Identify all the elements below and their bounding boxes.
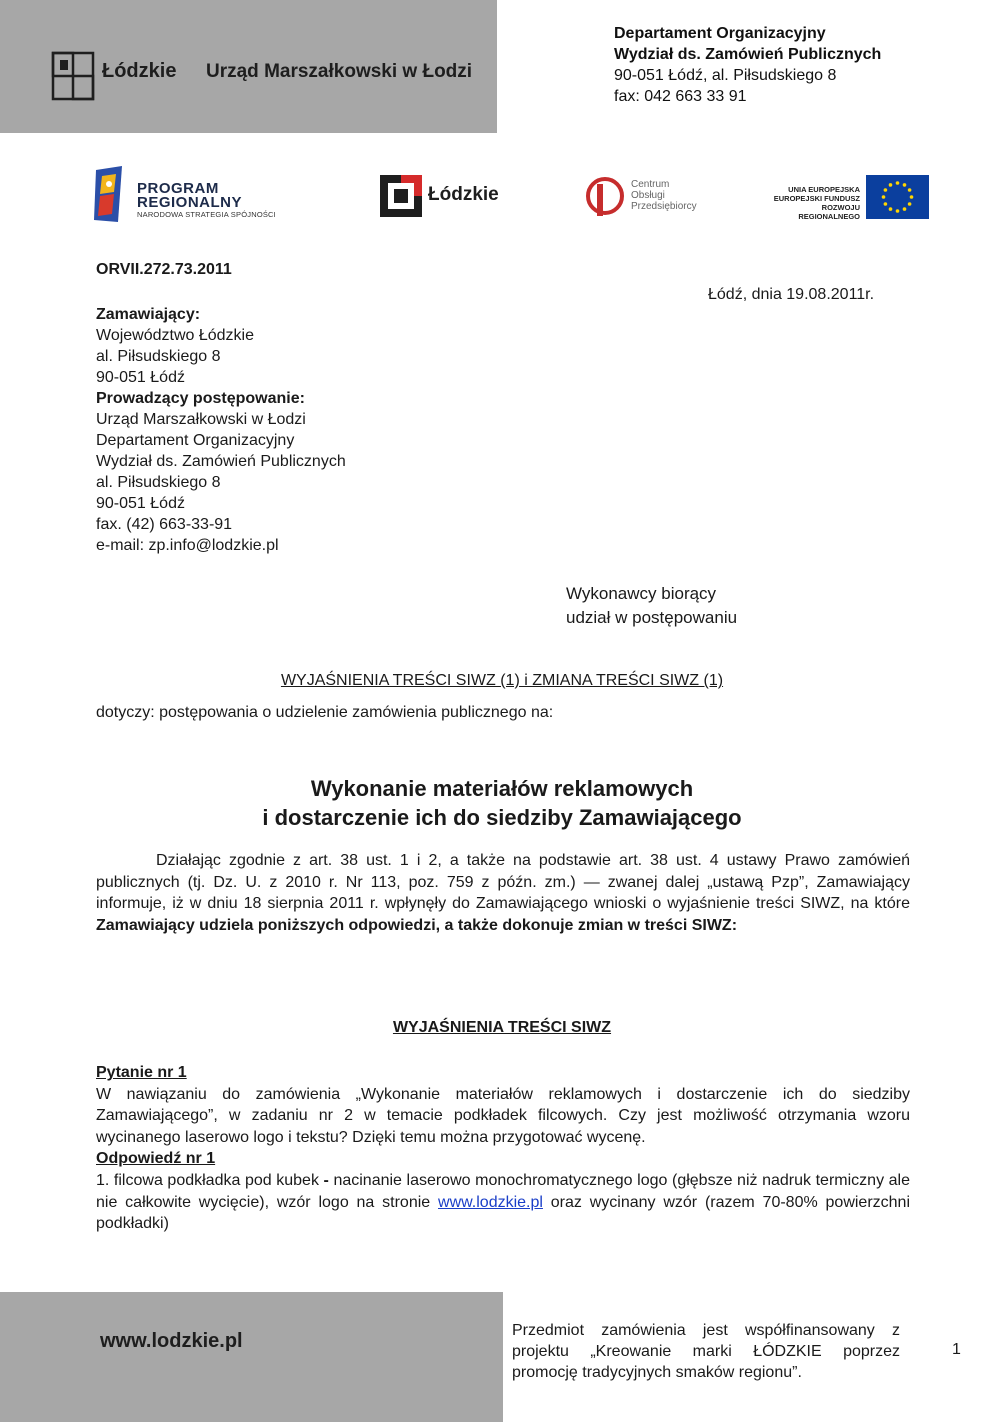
eu-flag-icon	[866, 175, 929, 219]
program-logo-line-2: REGIONALNY	[137, 194, 243, 211]
eu-line-3: ROZWOJU REGIONALNEGO	[798, 203, 860, 221]
address-line: 90-051 Łódź	[96, 495, 185, 512]
answer-label: Odpowiedź nr 1	[96, 1150, 216, 1168]
dept-unit: Wydział ds. Zamówień Publicznych	[614, 46, 882, 63]
eu-line-1: UNIA EUROPEJSKA	[788, 185, 860, 194]
cop-line-3: Przedsiębiorcy	[631, 201, 697, 212]
department-address	[614, 23, 881, 107]
address-line: fax. (42) 663-33-91	[96, 516, 233, 533]
address-line: 90-051 Łódź	[96, 369, 185, 386]
answer-paragraph	[96, 1170, 910, 1235]
address-line: Departament Organizacyjny	[96, 432, 295, 449]
eu-logo-text	[758, 185, 860, 221]
footer-url: www.lodzkie.pl	[100, 1330, 243, 1352]
recipients-line-1: Wykonawcy biorący	[566, 584, 717, 603]
lodzkie-small-logo-text: Łódzkie	[428, 184, 499, 205]
page-number: 1	[952, 1341, 961, 1358]
dept-name: Departament Organizacyjny	[614, 25, 826, 42]
lodzkie-small-logo-icon	[380, 175, 422, 217]
main-heading	[0, 672, 1004, 690]
answer-dash: -	[323, 1171, 329, 1189]
recipients-line-2: udział w postępowaniu	[566, 608, 738, 627]
logo-name: Łódzkie	[102, 60, 177, 82]
logo-institution: Urząd Marszałkowski w Łodzi	[206, 61, 473, 82]
city-date: Łódź, dnia 19.08.2011r.	[708, 286, 875, 303]
lodzkie-logo-icon	[52, 52, 94, 100]
cop-line-1: Centrum	[631, 179, 670, 190]
address-line: e-mail: zp.info@lodzkie.pl	[96, 537, 279, 554]
section-heading-text: WYJAŚNIENIA TREŚCI SIWZ	[392, 1019, 612, 1036]
address-line: al. Piłsudskiego 8	[96, 474, 221, 491]
concerns-line: dotyczy: postępowania o udzielenie zamówienia publicznego na:	[96, 704, 554, 721]
address-line: Zamawiający:	[96, 306, 201, 323]
address-line: Urząd Marszałkowski w Łodzi	[96, 411, 306, 428]
answer-text-1: 1. filcowa podkładka pod kubek	[96, 1171, 324, 1189]
footer-funding-note: Przedmiot zamówienia jest współfinansowany z projektu „Kreowanie marki ŁÓDZKIE poprzez promocję tradycyjnych smaków regionu”.	[512, 1322, 900, 1381]
address-line: Prowadzący postępowanie:	[96, 390, 305, 407]
program-logo-line-1: PROGRAM	[137, 180, 219, 197]
address-line: Województwo Łódzkie	[96, 327, 255, 344]
document-reference: ORVII.272.73.2011	[96, 261, 232, 278]
lodzkie-link[interactable]: www.lodzkie.pl	[438, 1193, 543, 1211]
recipients	[566, 582, 737, 630]
dept-fax: fax: 042 663 33 91	[614, 88, 747, 105]
answer-text-2: nacinanie laserowo monochromatycznego logo (głębsze niż nadruk termiczny ale nie całkowite wycięcie), wzór logo na stronie	[96, 1171, 911, 1211]
intro-paragraph	[96, 850, 910, 936]
intro-bold-text: Zamawiający udziela poniższych odpowiedzi, a także dokonuje zmian w treści SIWZ:	[96, 916, 738, 934]
question-text: W nawiązaniu do zamówienia „Wykonanie materiałów reklamowych i dostarczenie ich do siedziby Zamawiającego”, w zadaniu nr 2 w temacie podkładek filcowych. Czy jest możliwość otrzymania wzoru wycinanego laserowo logo i tekstu? Dzięki temu można przygotować wycenę.	[96, 1085, 910, 1146]
contracting-authority-address	[96, 304, 346, 556]
cop-line-2: Obsługi	[631, 190, 665, 201]
centrum-obslugi-logo-text	[631, 179, 697, 212]
footer-banner	[0, 1292, 503, 1422]
intro-text: Działając zgodnie z art. 38 ust. 1 i 2, a także na podstawie art. 38 ust. 4 ustawy Prawo zamówień publicznych (tj. Dz. U. z 2010 r. Nr 113, poz. 759 z późn. zm.) ― zwanej dalej „ustawą Pzp”, Zamawiający informuje, iż w dniu 18 sierpnia 2011 r. wpłynęły do Zamawiającego wnioski o wyjaśnienie treści SIWZ, na które	[96, 852, 910, 913]
subject-line-1: Wykonanie materiałów reklamowych	[310, 776, 694, 801]
answer-text-3: oraz wycinany wzór (razem 70-80% powierzchni podkładki)	[96, 1193, 911, 1233]
question-answer-block	[96, 1062, 910, 1235]
program-logo-line-3: NARODOWA STRATEGIA SPÓJNOŚCI	[137, 210, 276, 219]
procurement-subject	[0, 774, 1004, 832]
address-line: al. Piłsudskiego 8	[96, 348, 221, 365]
question-label: Pytanie nr 1	[96, 1064, 187, 1081]
address-line: Wydział ds. Zamówień Publicznych	[96, 453, 346, 470]
eu-line-2: EUROPEJSKI FUNDUSZ	[773, 194, 860, 203]
main-heading-text: WYJAŚNIENIA TREŚCI SIWZ (1) i ZMIANA TREŚCI SIWZ (1)	[280, 672, 724, 689]
centrum-obslugi-logo-icon	[585, 172, 625, 220]
subject-line-2: i dostarczenie ich do siedziby Zamawiającego	[262, 805, 742, 830]
section-heading	[0, 1019, 1004, 1037]
dept-street: 90-051 Łódź, al. Piłsudskiego 8	[614, 67, 837, 84]
